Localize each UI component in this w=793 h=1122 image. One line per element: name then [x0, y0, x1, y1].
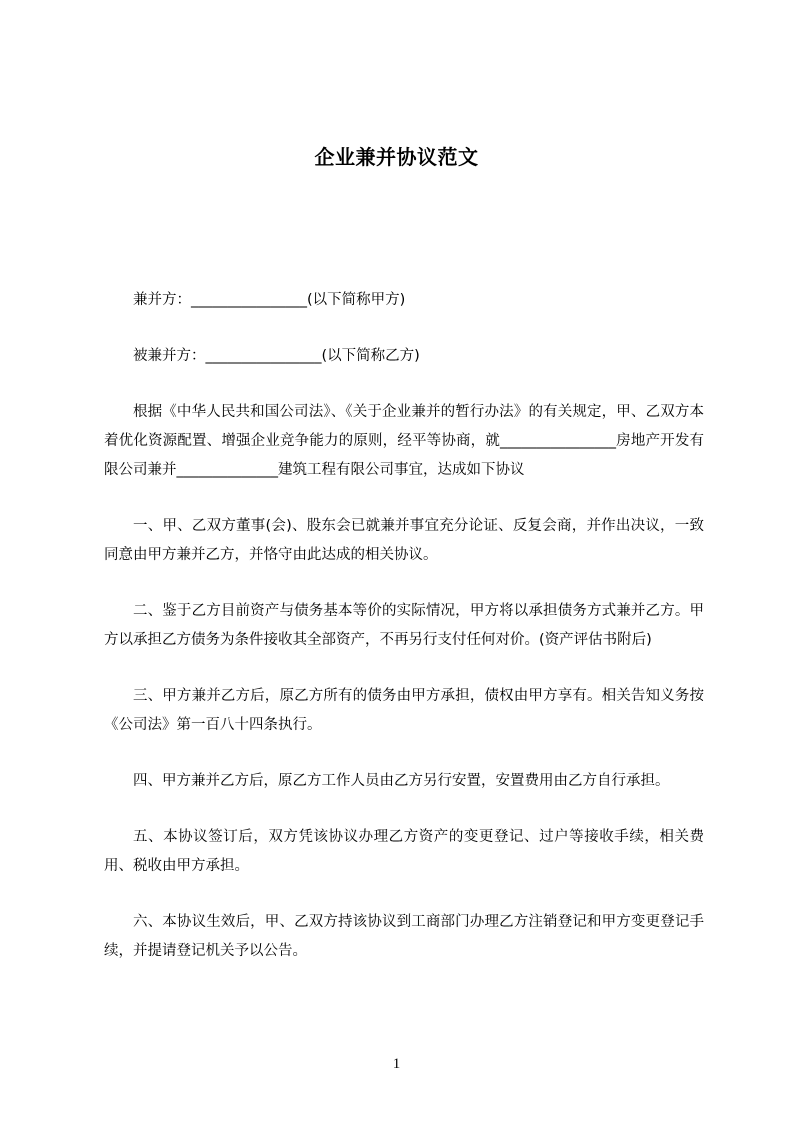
party-a-line: 兼并方：________________(以下简称甲方) [133, 292, 406, 308]
document-title: 企业兼并协议范文 [314, 145, 479, 169]
preamble-paragraph: 根据《中华人民共和国公司法》、《关于企业兼并的暂行办法》的有关规定，甲、乙双方本着优化资源配置、增强企业竞争能力的原则，经平等协商，就________________房地产开发有限公司兼并______________建筑工程有限公司事宜，达成如下协议 [104, 404, 704, 478]
clause-5: 五、本协议签订后，双方凭该协议办理乙方资产的变更登记、过户等接收手续，相关费用、税收由甲方承担。 [104, 829, 704, 874]
clause-3: 三、甲方兼并乙方后，原乙方所有的债务由甲方承担，债权由甲方享有。相关告知义务按《公司法》第一百八十四条执行。 [104, 688, 704, 733]
clause-1: 一、甲、乙双方董事(会)、股东会已就兼并事宜充分论证、反复会商，并作出决议，一致同意由甲方兼并乙方，并恪守由此达成的相关协议。 [104, 518, 704, 563]
clause-6: 六、本协议生效后，甲、乙双方持该协议到工商部门办理乙方注销登记和甲方变更登记手续，并提请登记机关予以公告。 [104, 914, 704, 959]
clause-4: 四、甲方兼并乙方后，原乙方工作人员由乙方另行安置，安置费用由乙方自行承担。 [133, 773, 670, 789]
party-b-line: 被兼并方：________________(以下简称乙方) [133, 348, 420, 364]
clause-2: 二、鉴于乙方目前资产与债务基本等价的实际情况，甲方将以承担债务方式兼并乙方。甲方以承担乙方债务为条件接收其全部资产，不再另行支付任何对价。(资产评估书附后) [104, 603, 704, 648]
page-number: 1 [392, 1056, 401, 1072]
document-body [104, 286, 704, 993]
